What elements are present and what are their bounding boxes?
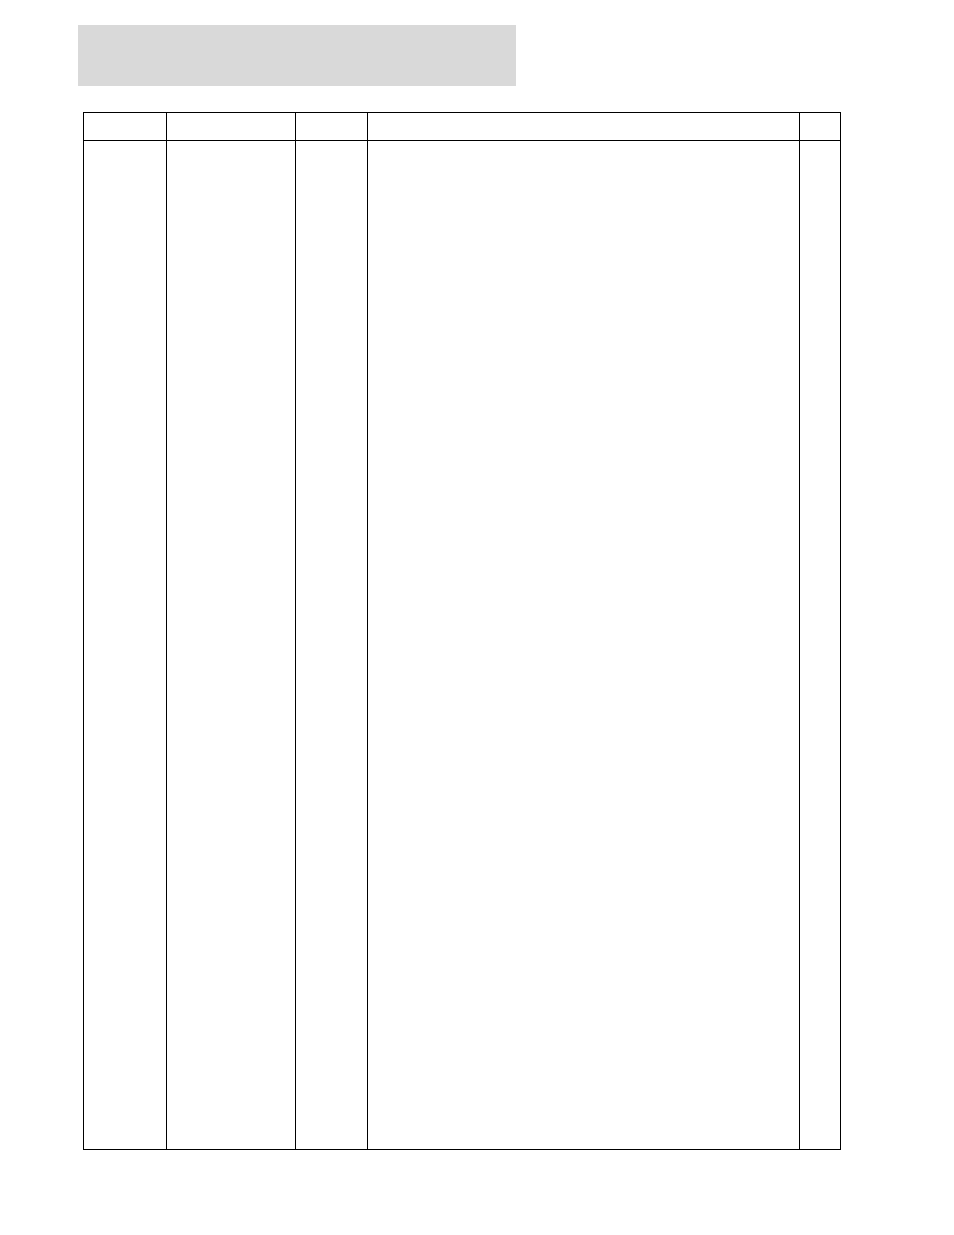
header-rev bbox=[800, 113, 840, 140]
column-divider bbox=[295, 113, 296, 1149]
header-part-number bbox=[167, 113, 295, 140]
parts-table bbox=[83, 112, 841, 1150]
column-divider bbox=[367, 113, 368, 1149]
column-divider bbox=[166, 113, 167, 1149]
header-divider bbox=[84, 140, 840, 141]
header-description bbox=[368, 113, 799, 140]
column-divider bbox=[799, 113, 800, 1149]
section-header bbox=[78, 25, 516, 86]
header-qty bbox=[296, 113, 367, 140]
header-item bbox=[84, 113, 166, 140]
